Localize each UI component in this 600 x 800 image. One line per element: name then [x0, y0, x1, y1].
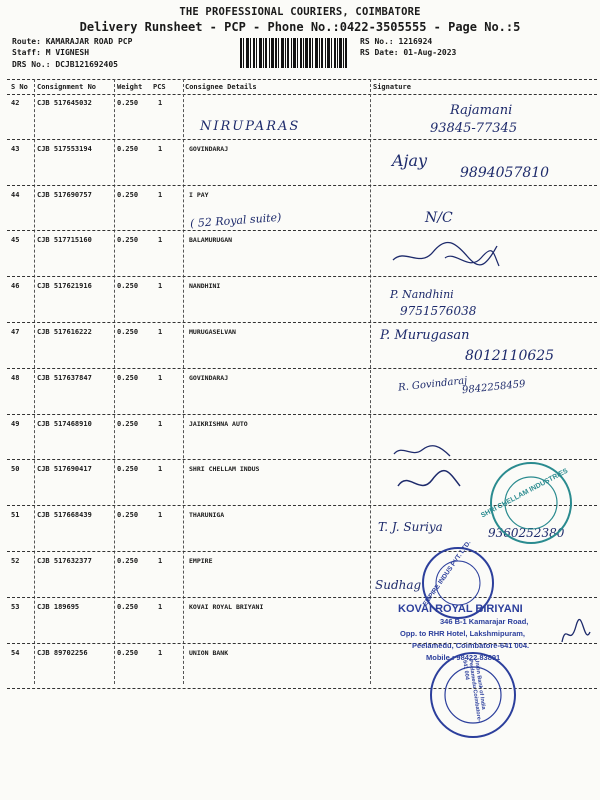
stamp-title: KOVAI ROYAL BIRIYANI — [398, 603, 523, 615]
row-consignment-no: CJB 517616222 — [37, 328, 92, 336]
row-consignee: MURUGASELVAN — [189, 328, 236, 336]
handwritten-signature: Rajamani — [450, 103, 513, 118]
row-sno: 50 — [11, 465, 20, 474]
row-weight: 0.250 — [117, 236, 139, 245]
row-pcs: 1 — [158, 190, 163, 199]
row-pcs: 1 — [158, 419, 163, 428]
row-consignee: NANDHINI — [189, 282, 221, 291]
row-consignee: EMPIRE — [189, 557, 213, 565]
row-weight: 0.250 — [117, 144, 139, 153]
handwritten-consignee: ( 52 Royal suite) — [189, 210, 282, 231]
row-weight: 0.250 — [117, 282, 139, 291]
route-label: Route: KAMARAJAR ROAD PCP — [12, 37, 133, 46]
row-consignee: UNION BANK — [189, 648, 229, 657]
row-weight: 0.250 — [117, 511, 139, 520]
row-pcs: 1 — [158, 99, 163, 107]
rs-date: RS Date: 01-Aug-2023 — [360, 48, 457, 57]
handwritten-phone: 9360252380 — [488, 526, 565, 540]
row-sno: 51 — [11, 511, 20, 520]
col-signature: Signature — [373, 83, 411, 91]
row-consignment-no: CJB 517668439 — [37, 511, 92, 520]
row-consignee: JAIKRISHNA AUTO — [189, 419, 248, 428]
col-consignment: Consignment No — [37, 83, 97, 91]
col-weight: Weight — [117, 83, 143, 91]
handwritten-signature: N/C — [425, 210, 453, 226]
handwritten-phone: 93845-77345 — [430, 121, 518, 136]
drs-number: DRS No.: DCJB121692405 — [12, 60, 118, 69]
row-sno: 43 — [11, 144, 20, 153]
row-sno: 47 — [11, 328, 20, 336]
row-consignment-no: CJB 517690757 — [37, 190, 92, 199]
table-row — [7, 230, 597, 277]
row-weight: 0.250 — [117, 602, 139, 611]
rs-number: RS No.: 1216924 — [360, 37, 433, 46]
stamp-line: 346 B-1 Kamarajar Road, — [440, 617, 529, 626]
row-pcs: 1 — [158, 282, 163, 291]
row-sno: 46 — [11, 282, 20, 291]
row-consignment-no: CJB 89702256 — [37, 648, 88, 657]
row-consignment-no: CJB 517637847 — [37, 373, 92, 382]
stamp-label: Union Bank of India Peelamedu Coimbatore-641 004 — [461, 658, 487, 723]
row-consignment-no: CJB 189695 — [37, 602, 80, 611]
row-weight: 0.250 — [117, 328, 139, 336]
row-consignee: BALAMURUGAN — [189, 236, 233, 245]
row-weight: 0.250 — [117, 99, 139, 107]
row-consignment-no: CJB 517645032 — [37, 99, 92, 107]
handwritten-signature: P. Murugasan — [380, 328, 470, 343]
row-pcs: 1 — [158, 328, 163, 336]
row-consignee: THARUNIGA — [189, 511, 225, 520]
row-pcs: 1 — [158, 144, 163, 153]
row-weight: 0.250 — [117, 465, 139, 474]
row-consignee: GOVINDARAJ — [189, 144, 229, 153]
handwritten-phone: 9842258459 — [461, 378, 527, 397]
row-pcs: 1 — [158, 373, 163, 382]
stamp-line: Mobile : 98422 83891 — [426, 653, 501, 662]
stamp-line: Peelamedu, Coimbatore-641 004. — [412, 641, 530, 650]
stamp-line: Opp. to RHR Hotel, Lakshmipuram, — [400, 629, 526, 638]
row-pcs: 1 — [158, 465, 163, 474]
row-pcs: 1 — [158, 236, 163, 245]
row-sno: 42 — [11, 99, 20, 107]
row-pcs: 1 — [158, 557, 163, 565]
handwritten-consignee: NIRUPARAS — [200, 119, 301, 134]
row-weight: 0.250 — [117, 373, 139, 382]
row-consignment-no: CJB 517468910 — [37, 419, 92, 428]
row-consignee: SHRI CHELLAM INDUS — [189, 465, 260, 474]
handwritten-phone: 9894057810 — [460, 165, 550, 181]
stamp-label: SHRI CHELLAM INDUSTRIES — [480, 467, 570, 520]
col-consignee: Consignee Details — [185, 83, 257, 91]
stamp-label: EMPIRE INDUS PVT. LTD. — [421, 539, 473, 608]
table-row — [7, 414, 597, 461]
runsheet-subtitle: Delivery Runsheet - PCP - Phone No.:0422-3505555 - Page No.:5 — [79, 20, 521, 34]
handwritten-signature: P. Nandhini — [390, 288, 454, 301]
barcode — [240, 38, 348, 68]
row-consignee: GOVINDARAJ — [189, 373, 229, 382]
handwritten-scribble — [388, 440, 468, 504]
row-weight: 0.250 — [117, 190, 139, 199]
row-sno: 54 — [11, 648, 20, 657]
row-consignment-no: CJB 517553194 — [37, 144, 92, 153]
table-row — [7, 276, 597, 323]
row-consignment-no: CJB 517632377 — [37, 557, 92, 565]
handwritten-phone: 9751576038 — [400, 304, 477, 318]
row-consignment-no: CJB 517621916 — [37, 282, 92, 291]
handwritten-scribble — [556, 612, 596, 652]
handwritten-signature: Sudhag — [375, 578, 422, 592]
row-sno: 44 — [11, 190, 20, 199]
col-sno: S No — [11, 83, 28, 91]
row-pcs: 1 — [158, 602, 163, 611]
row-pcs: 1 — [158, 648, 163, 657]
handwritten-phone: 8012110625 — [465, 348, 555, 364]
staff-label: Staff: M VIGNESH — [12, 48, 90, 57]
row-sno: 52 — [11, 557, 20, 565]
handwritten-signature: Ajay — [392, 151, 428, 170]
row-weight: 0.250 — [117, 648, 139, 657]
row-sno: 48 — [11, 373, 20, 382]
row-weight: 0.250 — [117, 557, 139, 565]
table-row — [7, 185, 597, 232]
row-consignment-no: CJB 517715160 — [37, 236, 92, 245]
row-sno: 49 — [11, 419, 20, 428]
table-row — [7, 551, 597, 598]
row-sno: 45 — [11, 236, 20, 245]
row-weight: 0.250 — [117, 419, 139, 428]
col-pcs: PCS — [153, 83, 166, 91]
row-consignee: KOVAI ROYAL BRIYANI — [189, 602, 264, 611]
handwritten-scribble — [385, 228, 505, 276]
handwritten-signature: T. J. Suriya — [378, 520, 443, 534]
row-consignment-no: CJB 517690417 — [37, 465, 92, 474]
row-sno: 53 — [11, 602, 20, 611]
row-consignee: I PAY — [189, 190, 209, 199]
handwritten-signature: R. Govindaraj — [397, 375, 468, 394]
company-title: THE PROFESSIONAL COURIERS, COIMBATORE — [179, 6, 421, 18]
row-pcs: 1 — [158, 511, 163, 520]
